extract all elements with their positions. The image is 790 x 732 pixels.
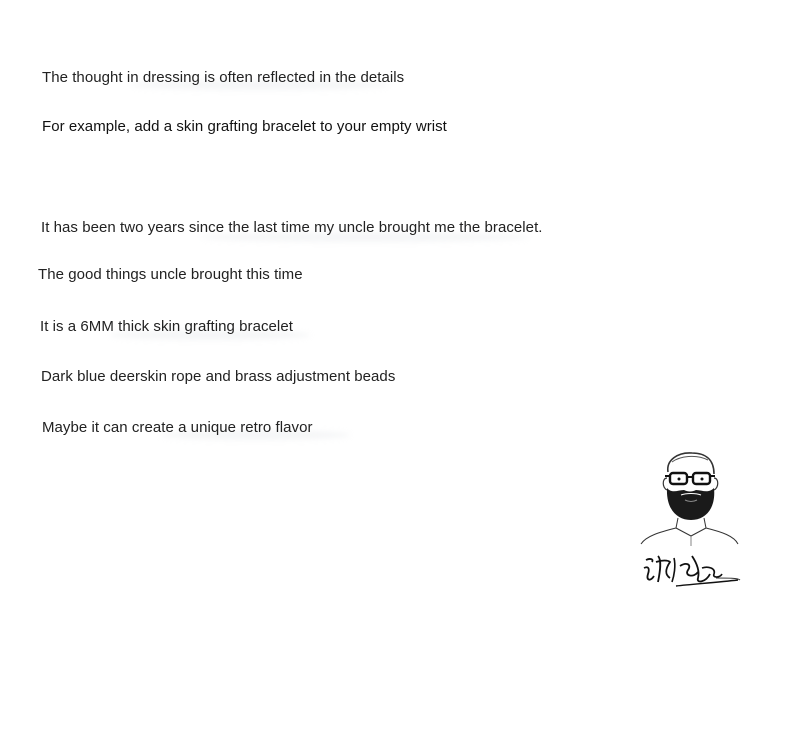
article-line: For example, add a skin grafting bracelet to your empty wrist [42,118,447,135]
article-line: It has been two years since the last time my uncle brought me the bracelet. [41,219,543,236]
bearded-man-portrait-icon [636,448,746,548]
article-line: The thought in dressing is often reflected in the details [42,69,405,86]
article-line: The good things uncle brought this time [38,266,303,283]
article-line: It is a 6MM thick skin grafting bracelet [40,318,293,335]
article-line: Maybe it can create a unique retro flavor [42,419,313,436]
handwritten-signature-icon [636,548,746,592]
article-line: Dark blue deerskin rope and brass adjustment beads [41,368,396,385]
